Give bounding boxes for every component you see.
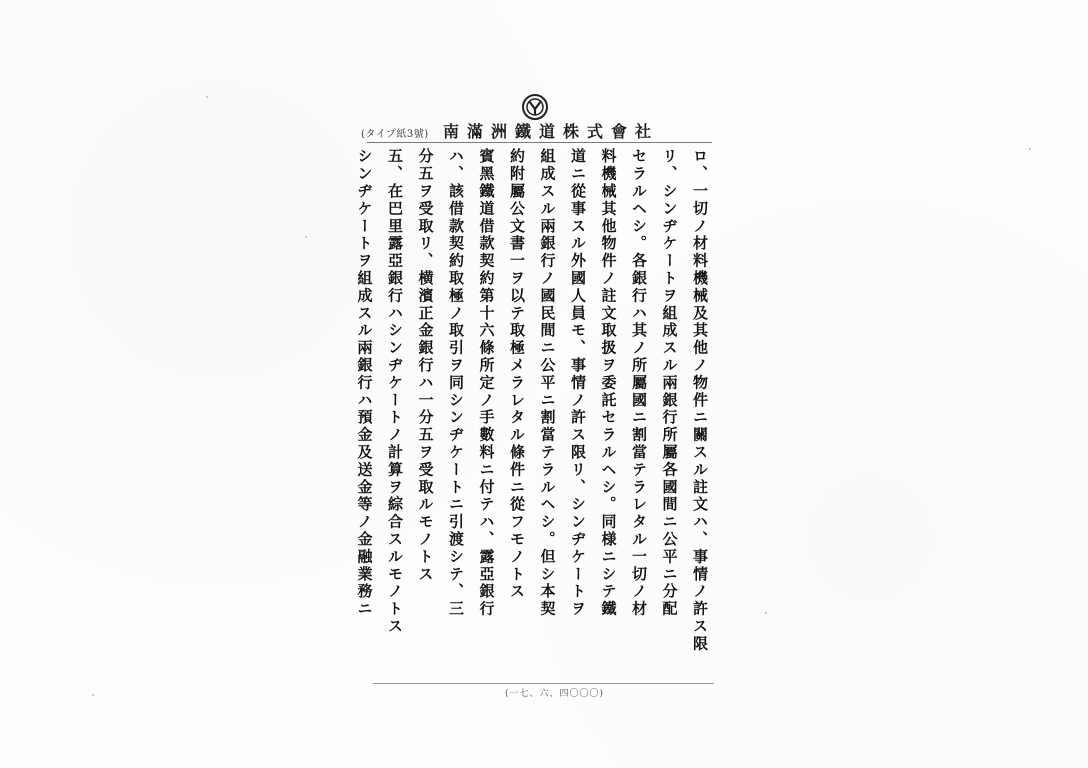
text-column: 組成スル兩銀行ノ國民間ニ公平ニ割當テラルヘシ。但シ本契	[538, 148, 557, 618]
text-column: 賓黑鐵道借款契約第十六條所定ノ手數料ニ付テハ、露亞銀行	[477, 148, 496, 618]
footer-rule	[373, 683, 714, 684]
text-column: セラルヘシ。各銀行ハ其ノ所屬國ニ割當テラレタル一切ノ材	[630, 148, 648, 618]
scan-speck	[92, 694, 94, 696]
text-column: 約附屬公文書一ヲ以テ取極メラレタル條件ニ從フモノトス	[508, 148, 526, 601]
header-rule	[367, 142, 712, 143]
text-column: 分五ヲ受取リ、横濱正金銀行ハ一分五ヲ受取ルモノトス	[416, 148, 435, 583]
print-run-note: (一七、六、四〇〇〇)	[505, 689, 605, 699]
text-column: 料機械其他物件ノ註文取扱ヲ委託セラルヘシ。同様ニシテ鐵	[599, 148, 618, 618]
text-column: シンヂケートヲ組成スル兩銀行ハ預金及送金等ノ金融業務ニ	[355, 148, 374, 618]
text-column: ハ、該借款契約取極ノ取引ヲ同シンヂケートニ引渡シテ、三	[447, 148, 465, 618]
letterhead	[355, 118, 720, 142]
form-number: (タイプ紙3號)	[361, 129, 429, 140]
company-crest-icon	[521, 93, 549, 121]
text-column: 道ニ從事スル外國人員モ、事情ノ許ス限リ、シンヂケートヲ	[569, 148, 587, 618]
scan-speck	[1029, 148, 1031, 150]
company-name: 南滿洲鐵道株式會社	[443, 122, 660, 141]
scan-speck	[305, 236, 307, 238]
text-column: ロ、一切ノ材料機械及其他ノ物件ニ關スル註文ハ、事情ノ許ス限	[691, 148, 709, 653]
scan-speck	[765, 612, 767, 614]
text-column: 五、在巴里露亞銀行ハシンヂケートノ計算ヲ綜合スルモノトス	[386, 148, 404, 636]
document-body	[355, 148, 715, 678]
letter-sheet	[355, 85, 720, 700]
text-column: リ、シンヂケートヲ組成スル兩銀行所屬各國間ニ公平ニ分配	[660, 148, 679, 618]
scan-speck	[206, 96, 208, 98]
